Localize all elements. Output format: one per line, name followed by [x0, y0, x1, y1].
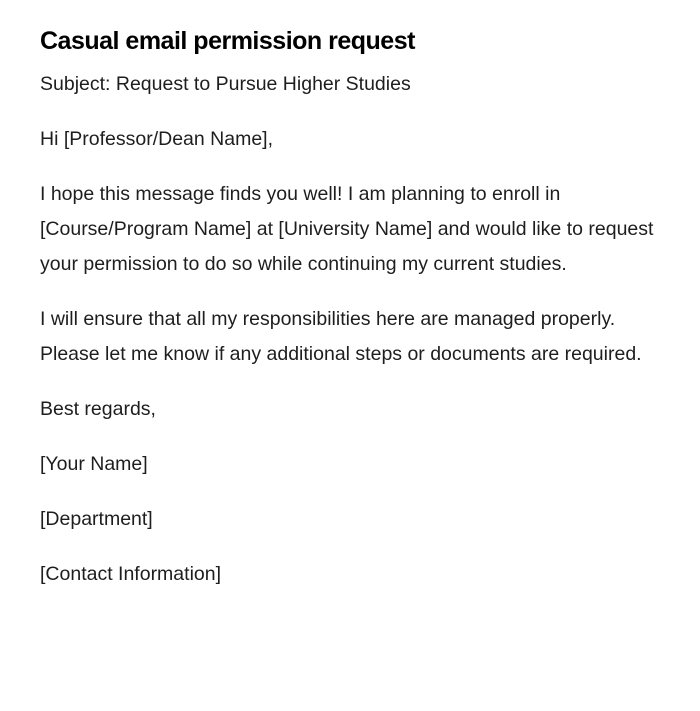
signature-name: [Your Name]: [40, 453, 148, 475]
body-paragraph-2: I will ensure that all my responsibilities here are managed properly. Please let me know if any additional steps or documents are required.: [40, 308, 642, 365]
email-closing: Best regards,: [40, 398, 156, 420]
body-paragraph-1: I hope this message finds you well! I am planning to enroll in [Course/Program Name] at [University Name] and would like to request your permission to do so while continuing my current studies.: [40, 183, 654, 275]
email-subject: Subject: Request to Pursue Higher Studies: [40, 73, 411, 95]
signature-department: [Department]: [40, 508, 153, 530]
signature-contact: [Contact Information]: [40, 563, 222, 585]
document-title: Casual email permission request: [40, 27, 415, 55]
email-greeting: Hi [Professor/Dean Name],: [40, 128, 274, 150]
